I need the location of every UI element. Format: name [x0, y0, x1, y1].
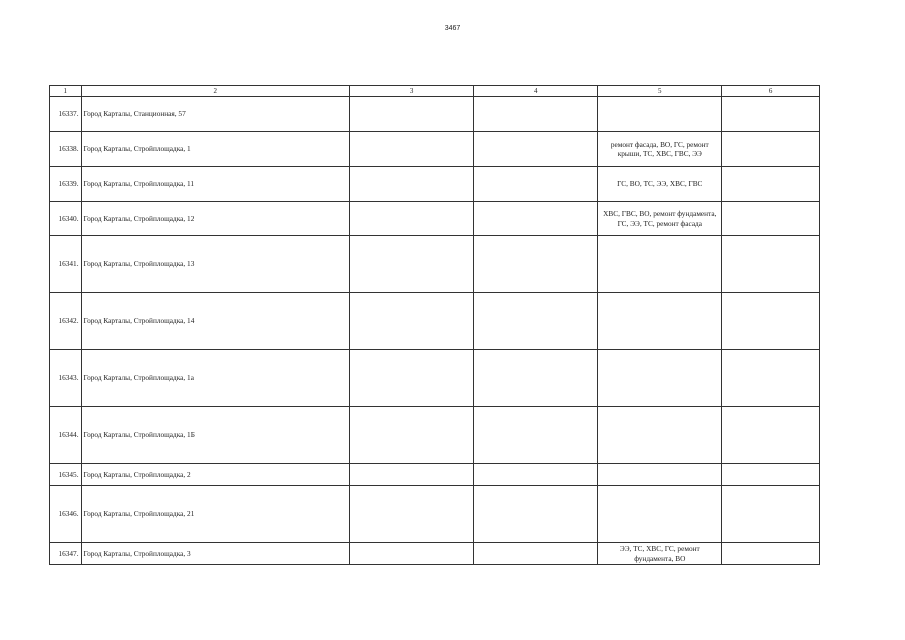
row-number: 16346.: [50, 486, 82, 543]
row-col3: [350, 97, 474, 132]
row-address: Город Карталы, Стройплощадка, 11: [81, 167, 350, 202]
column-header-5: 5: [598, 86, 722, 97]
row-col6: [722, 350, 820, 407]
row-col4: [474, 486, 598, 543]
column-header-3: 3: [350, 86, 474, 97]
row-address: Город Карталы, Стройплощадка, 13: [81, 236, 350, 293]
row-number: 16340.: [50, 202, 82, 236]
table-row: [50, 464, 820, 486]
row-works: [598, 97, 722, 132]
row-col6: [722, 407, 820, 464]
column-header-row: [50, 86, 820, 97]
row-col4: [474, 97, 598, 132]
row-number: 16338.: [50, 132, 82, 167]
row-number: 16345.: [50, 464, 82, 486]
row-address: Город Карталы, Стройплощадка, 3: [81, 543, 350, 565]
row-col4: [474, 350, 598, 407]
row-col4: [474, 167, 598, 202]
row-number: 16337.: [50, 97, 82, 132]
row-works: ГС, ВО, ТС, ЭЭ, ХВС, ГВС: [598, 167, 722, 202]
housing-register-table: [49, 85, 820, 565]
row-number: 16341.: [50, 236, 82, 293]
row-number: 16342.: [50, 293, 82, 350]
row-col6: [722, 486, 820, 543]
row-col6: [722, 167, 820, 202]
table-row: [50, 486, 820, 543]
row-address: Город Карталы, Стройплощадка, 12: [81, 202, 350, 236]
column-header-2: 2: [81, 86, 350, 97]
row-works: [598, 293, 722, 350]
row-address: Город Карталы, Стройплощадка, 21: [81, 486, 350, 543]
row-col4: [474, 543, 598, 565]
row-address: Город Карталы, Стройплощадка, 1Б: [81, 407, 350, 464]
row-address: Город Карталы, Стройплощадка, 1: [81, 132, 350, 167]
row-works: [598, 350, 722, 407]
row-col3: [350, 236, 474, 293]
row-col6: [722, 543, 820, 565]
table-row: [50, 167, 820, 202]
row-address: Город Карталы, Стройплощадка, 2: [81, 464, 350, 486]
page-number: 3467: [444, 25, 461, 32]
row-col3: [350, 543, 474, 565]
row-col3: [350, 350, 474, 407]
row-works: ХВС, ГВС, ВО, ремонт фундамента, ГС, ЭЭ, ТС, ремонт фасада: [598, 202, 722, 236]
table-row: [50, 202, 820, 236]
row-col4: [474, 407, 598, 464]
row-works: [598, 236, 722, 293]
row-col3: [350, 486, 474, 543]
row-col4: [474, 464, 598, 486]
row-address: Город Карталы, Стройплощадка, 1а: [81, 350, 350, 407]
row-col4: [474, 293, 598, 350]
table-row: [50, 293, 820, 350]
row-number: 16343.: [50, 350, 82, 407]
row-works: [598, 464, 722, 486]
table-row: [50, 97, 820, 132]
row-col3: [350, 293, 474, 350]
row-address: Город Карталы, Стройплощадка, 14: [81, 293, 350, 350]
table-row: [50, 350, 820, 407]
row-works: ремонт фасада, ВО, ГС, ремонт крыши, ТС, ХВС, ГВС, ЭЭ: [598, 132, 722, 167]
row-works: [598, 486, 722, 543]
row-col6: [722, 236, 820, 293]
row-works: [598, 407, 722, 464]
table-row: [50, 132, 820, 167]
row-col6: [722, 464, 820, 486]
row-number: 16344.: [50, 407, 82, 464]
row-col4: [474, 236, 598, 293]
column-header-4: 4: [474, 86, 598, 97]
row-number: 16347.: [50, 543, 82, 565]
row-col4: [474, 132, 598, 167]
row-col6: [722, 293, 820, 350]
row-col6: [722, 202, 820, 236]
table-row: [50, 543, 820, 565]
row-col6: [722, 132, 820, 167]
row-works: ЭЭ, ТС, ХВС, ГС, ремонт фундамента, ВО: [598, 543, 722, 565]
column-header-1: 1: [50, 86, 82, 97]
row-col3: [350, 407, 474, 464]
row-address: Город Карталы, Станционная, 57: [81, 97, 350, 132]
row-col4: [474, 202, 598, 236]
row-col3: [350, 202, 474, 236]
column-header-6: 6: [722, 86, 820, 97]
table-row: [50, 236, 820, 293]
row-col6: [722, 97, 820, 132]
row-col3: [350, 132, 474, 167]
row-col3: [350, 167, 474, 202]
row-col3: [350, 464, 474, 486]
row-number: 16339.: [50, 167, 82, 202]
table-row: [50, 407, 820, 464]
